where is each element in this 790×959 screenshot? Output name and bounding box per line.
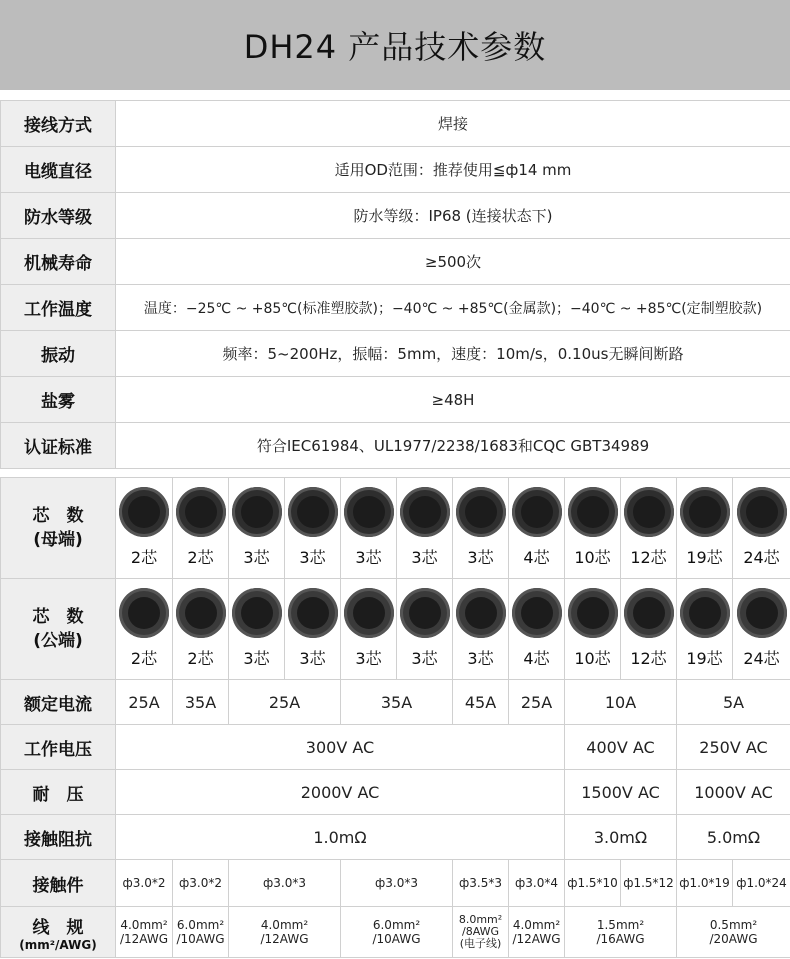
- male-connector-cell: [565, 579, 621, 680]
- wire-gauge-value: [116, 907, 173, 958]
- pin-count: 2芯: [130, 649, 158, 668]
- contact-resistance-value: 3.0mΩ: [565, 815, 677, 860]
- connector-face: [409, 597, 441, 629]
- pin-label-line: 芯 数: [32, 607, 84, 627]
- male-connector-cell: [285, 579, 341, 680]
- rated-current-value: 5A: [677, 680, 790, 725]
- spec-label: 接线方式: [1, 101, 116, 147]
- wire-line: 4.0mm²: [260, 918, 309, 932]
- wire-line: 1.5mm²: [596, 918, 645, 932]
- pin-count: 12芯: [630, 548, 667, 567]
- female-connector-cell: [229, 478, 285, 579]
- male-connector-cell: [509, 579, 565, 680]
- male-connector-image: [119, 588, 169, 638]
- female-pin-label-text: [1, 504, 115, 552]
- male-pin-label: [1, 579, 116, 680]
- withstand-voltage-value: 1500V AC: [565, 770, 677, 815]
- pin-count: 3芯: [299, 548, 326, 567]
- contact-value: ф1.0*19: [677, 860, 733, 907]
- wire-gauge-row: [1, 907, 790, 958]
- wire-line: 4.0mm²: [120, 918, 168, 932]
- connector-face: [241, 496, 273, 528]
- working-voltage-value: 300V AC: [116, 725, 565, 770]
- wire-line: /12AWG: [119, 932, 169, 946]
- wire-label-line: 线 规: [32, 917, 84, 938]
- connector-face: [128, 597, 160, 629]
- connector-face: [409, 496, 441, 528]
- male-connector-image: [232, 588, 282, 638]
- wire-line: /16AWG: [596, 932, 645, 946]
- male-connector-cell: [341, 579, 397, 680]
- rated-current-value: 25A: [229, 680, 341, 725]
- female-connector-cell: [341, 478, 397, 579]
- wire-gauge-value: [173, 907, 229, 958]
- wire-line: /10AWG: [176, 932, 225, 946]
- spec-value: 温度：−25℃ ~ +85℃(标准塑胶款)；−40℃ ~ +85℃(金属款)；−40℃ ~ +85℃(定制塑胶款): [116, 285, 790, 331]
- rated-current-row: [1, 680, 790, 725]
- wire-gauge-value: [341, 907, 453, 958]
- spec-value: 防水等级：IP68 (连接状态下): [116, 193, 790, 239]
- female-connector-cell: [509, 478, 565, 579]
- connector-face: [577, 496, 609, 528]
- wire-line: (电子线): [459, 937, 502, 950]
- connector-face: [297, 597, 329, 629]
- spec-label: 振动: [1, 331, 116, 377]
- female-connector-image: [288, 487, 338, 537]
- spec-table: [0, 100, 790, 469]
- connector-face: [521, 496, 553, 528]
- pin-count: 19芯: [686, 548, 723, 567]
- spec-row: [1, 331, 790, 377]
- contact-row: [1, 860, 790, 907]
- working-voltage-value: 250V AC: [677, 725, 790, 770]
- male-connector-cell: [677, 579, 733, 680]
- contact-value: ф1.0*24: [733, 860, 790, 907]
- pin-count: 10芯: [574, 649, 611, 668]
- contact-value: ф3.0*2: [116, 860, 173, 907]
- pin-label-sub: (母端): [33, 530, 83, 550]
- male-connector-image: [456, 588, 506, 638]
- female-connector-cell: [397, 478, 453, 579]
- rated-current-value: 10A: [565, 680, 677, 725]
- wire-line: /10AWG: [372, 932, 421, 946]
- connector-face: [633, 597, 665, 629]
- female-connector-image: [568, 487, 618, 537]
- male-pin-label-text: [1, 605, 115, 653]
- female-connector-image: [512, 487, 562, 537]
- contact-resistance-label: 接触阻抗: [1, 815, 116, 860]
- wire-line: 0.5mm²: [709, 918, 758, 932]
- male-connector-image: [680, 588, 730, 638]
- male-connector-image: [288, 588, 338, 638]
- spec-row: [1, 377, 790, 423]
- male-connector-cell: [453, 579, 509, 680]
- contact-resistance-row: [1, 815, 790, 860]
- male-connector-image: [176, 588, 226, 638]
- wire-label-sub: (mm²/AWG): [19, 937, 97, 952]
- wire-gauge-value: [453, 907, 509, 958]
- spec-label: 认证标准: [1, 423, 116, 469]
- spec-value: ≥48H: [116, 377, 790, 423]
- pin-label-line: 芯 数: [32, 506, 84, 526]
- male-connector-image: [568, 588, 618, 638]
- rated-current-value: 25A: [509, 680, 565, 725]
- spec-label: 防水等级: [1, 193, 116, 239]
- pin-count: 2芯: [130, 548, 158, 567]
- female-connector-cell: [116, 478, 173, 579]
- spec-label: 工作温度: [1, 285, 116, 331]
- rated-current-value: 35A: [341, 680, 453, 725]
- wire-gauge-value: [509, 907, 565, 958]
- connector-face: [465, 496, 497, 528]
- pin-count: 2芯: [187, 548, 214, 567]
- spec-value: 符合IEC61984、UL1977/2238/1683和CQC GBT34989: [116, 423, 790, 469]
- spec-label: 盐雾: [1, 377, 116, 423]
- connector-face: [689, 496, 721, 528]
- working-voltage-value: 400V AC: [565, 725, 677, 770]
- withstand-voltage-value: 2000V AC: [116, 770, 565, 815]
- male-connector-cell: [733, 579, 790, 680]
- wire-gauge-value: [565, 907, 677, 958]
- spec-row: [1, 193, 790, 239]
- page-title: DH24 产品技术参数: [243, 28, 547, 66]
- male-connector-cell: [397, 579, 453, 680]
- female-connector-image: [344, 487, 394, 537]
- connector-face: [241, 597, 273, 629]
- contact-value: ф1.5*12: [621, 860, 677, 907]
- pin-count: 3芯: [411, 649, 438, 668]
- wire-line: /12AWG: [260, 932, 309, 946]
- female-connector-cell: [733, 478, 790, 579]
- spec-row: [1, 239, 790, 285]
- male-connector-cell: [621, 579, 677, 680]
- connector-face: [465, 597, 497, 629]
- contact-value: ф3.0*4: [509, 860, 565, 907]
- female-pin-row: [1, 478, 790, 579]
- rated-current-label: 额定电流: [1, 680, 116, 725]
- pin-count: 19芯: [686, 649, 723, 668]
- male-pin-row: [1, 579, 790, 680]
- wire-line: 6.0mm²: [372, 918, 421, 932]
- connector-face: [297, 496, 329, 528]
- female-connector-image: [737, 487, 787, 537]
- female-connector-cell: [453, 478, 509, 579]
- female-connector-image: [176, 487, 226, 537]
- male-connector-image: [344, 588, 394, 638]
- pin-count: 3芯: [299, 649, 326, 668]
- wire-gauge-value: [677, 907, 790, 958]
- pin-count: 24芯: [743, 649, 780, 668]
- male-connector-image: [400, 588, 450, 638]
- male-connector-image: [624, 588, 674, 638]
- male-connector-cell: [173, 579, 229, 680]
- pin-count: 3芯: [467, 649, 494, 668]
- male-connector-cell: [116, 579, 173, 680]
- title-bar: [0, 0, 790, 90]
- withstand-voltage-label: 耐 压: [1, 770, 116, 815]
- contact-label: 接触件: [1, 860, 116, 907]
- pin-count: 24芯: [743, 548, 780, 567]
- contact-value: ф3.0*3: [341, 860, 453, 907]
- withstand-voltage-row: [1, 770, 790, 815]
- rated-current-value: 25A: [116, 680, 173, 725]
- contact-value: ф3.0*2: [173, 860, 229, 907]
- connector-grid: [0, 477, 790, 958]
- female-connector-image: [119, 487, 169, 537]
- rated-current-value: 35A: [173, 680, 229, 725]
- female-connector-cell: [285, 478, 341, 579]
- female-connector-cell: [677, 478, 733, 579]
- pin-count: 3芯: [411, 548, 438, 567]
- spec-value: 适用OD范围：推荐使用≦ф14 mm: [116, 147, 790, 193]
- withstand-voltage-value: 1000V AC: [677, 770, 790, 815]
- female-connector-cell: [565, 478, 621, 579]
- female-pin-label: [1, 478, 116, 579]
- wire-line: 8.0mm²: [458, 913, 503, 926]
- spec-label: 电缆直径: [1, 147, 116, 193]
- contact-resistance-value: 1.0mΩ: [116, 815, 565, 860]
- male-connector-image: [512, 588, 562, 638]
- connector-face: [353, 496, 385, 528]
- spec-label: 机械寿命: [1, 239, 116, 285]
- female-connector-cell: [173, 478, 229, 579]
- female-connector-image: [680, 487, 730, 537]
- pin-label-sub: (公端): [33, 631, 83, 651]
- pin-count: 3芯: [355, 649, 382, 668]
- wire-gauge-label-text: [1, 913, 115, 952]
- female-connector-image: [456, 487, 506, 537]
- connector-face: [353, 597, 385, 629]
- male-connector-image: [737, 588, 787, 638]
- wire-line: /8AWG: [461, 925, 500, 938]
- working-voltage-label: 工作电压: [1, 725, 116, 770]
- contact-resistance-value: 5.0mΩ: [677, 815, 790, 860]
- connector-face: [128, 496, 160, 528]
- spec-row: [1, 423, 790, 469]
- pin-count: 4芯: [523, 548, 550, 567]
- connector-face: [185, 597, 217, 629]
- spec-value: ≥500次: [116, 239, 790, 285]
- connector-face: [689, 597, 721, 629]
- spec-row: [1, 101, 790, 147]
- spec-value: 焊接: [116, 101, 790, 147]
- working-voltage-row: [1, 725, 790, 770]
- contact-value: ф3.5*3: [453, 860, 509, 907]
- connector-face: [746, 496, 778, 528]
- connector-face: [521, 597, 553, 629]
- pin-count: 4芯: [523, 649, 550, 668]
- pin-count: 3芯: [243, 649, 270, 668]
- contact-value: ф3.0*3: [229, 860, 341, 907]
- pin-count: 12芯: [630, 649, 667, 668]
- connector-face: [577, 597, 609, 629]
- separator: [0, 90, 790, 100]
- contact-value: ф1.5*10: [565, 860, 621, 907]
- rated-current-value: 45A: [453, 680, 509, 725]
- spec-row: [1, 285, 790, 331]
- wire-gauge-label: [1, 907, 116, 958]
- connector-face: [185, 496, 217, 528]
- connector-face: [633, 496, 665, 528]
- pin-count: 3芯: [467, 548, 494, 567]
- pin-count: 2芯: [187, 649, 214, 668]
- male-connector-cell: [229, 579, 285, 680]
- spec-row: [1, 147, 790, 193]
- wire-line: 6.0mm²: [176, 918, 225, 932]
- female-connector-image: [400, 487, 450, 537]
- female-connector-image: [232, 487, 282, 537]
- female-connector-cell: [621, 478, 677, 579]
- wire-line: /12AWG: [512, 932, 561, 946]
- wire-gauge-value: [229, 907, 341, 958]
- connector-face: [746, 597, 778, 629]
- pin-count: 10芯: [574, 548, 611, 567]
- pin-count: 3芯: [243, 548, 270, 567]
- female-connector-image: [624, 487, 674, 537]
- pin-count: 3芯: [355, 548, 382, 567]
- wire-line: /20AWG: [709, 932, 758, 946]
- spec-value: 频率：5~200Hz，振幅：5mm，速度：10m/s，0.10us无瞬间断路: [116, 331, 790, 377]
- wire-line: 4.0mm²: [512, 918, 561, 932]
